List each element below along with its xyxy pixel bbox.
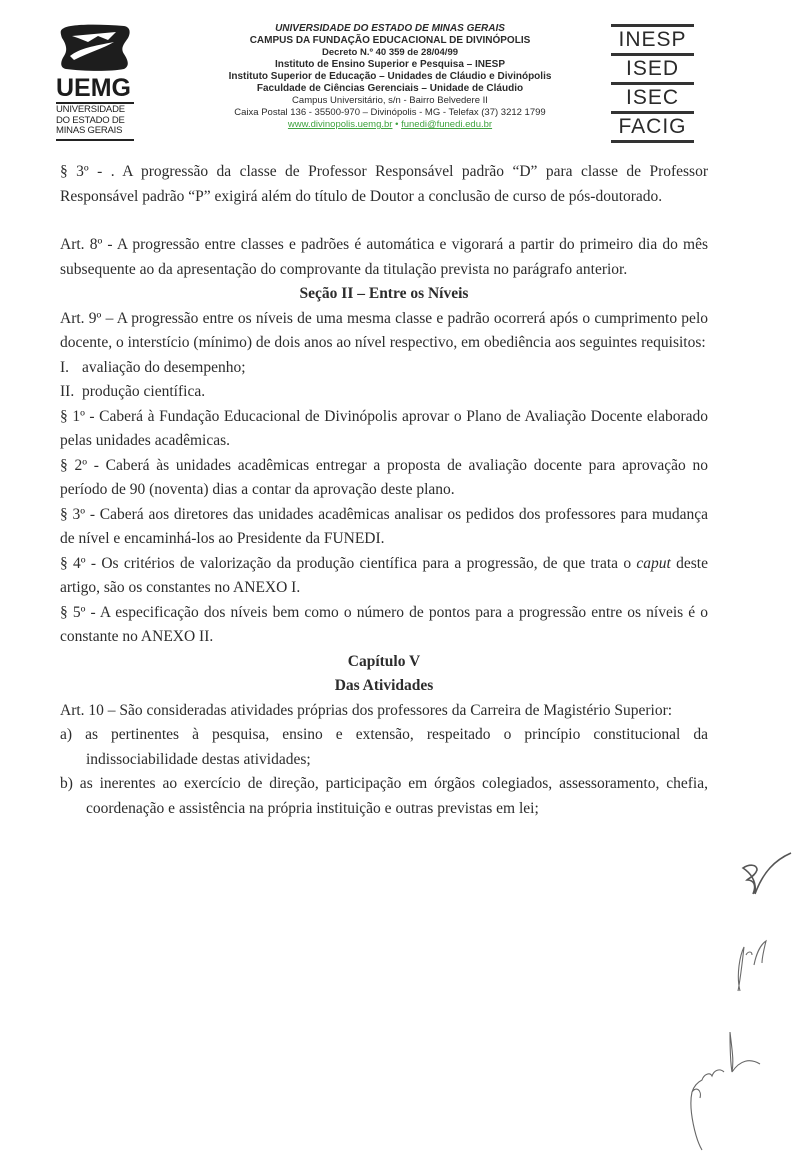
list-item: a) as pertinentes à pesquisa, ensino e extensão, respeitado o princípio constitucional da indissociabilidade destas atividades; — [60, 726, 708, 768]
requirements-list — [60, 356, 708, 405]
ised-line: Instituto Superior de Educação – Unidades de Cláudio e Divinópolis — [228, 71, 552, 82]
institute-abbr: ISEC — [625, 86, 679, 109]
paragraph-art9-p4: § 4º - Os critérios de valorização da produção científica para a progressão, de que trata o caput deste artigo, são os constantes no ANEXO I. — [60, 554, 708, 596]
decree: Decreto N.º 40 359 de 28/04/99 — [321, 47, 459, 58]
paragraph-art7-p3: § 3º - . A progressão da classe de Professor Responsável padrão “D” para classe de Professor Responsável padrão “P” exigirá além do título de Doutor a conclusão de curso de pós-doutorado. — [60, 163, 708, 205]
chapter-heading: Capítulo V — [347, 652, 421, 670]
separator: • — [395, 119, 399, 130]
uemg-acronym: UEMG — [56, 74, 131, 102]
campus-name: CAMPUS DA FUNDAÇÃO EDUCACIONAL DE DIVINÓPOLIS — [249, 35, 531, 46]
article-10: Art. 10 – São consideradas atividades próprias dos professores da Carreira de Magistério Superior: — [60, 701, 673, 719]
paragraph-art9-p1: § 1º - Caberá à Fundação Educacional de Divinópolis aprovar o Plano de Avaliação Docente elaborado pelas unidades acadêmicas. — [60, 407, 708, 449]
article-9: Art. 9º – A progressão entre os níveis de uma mesma classe e padrão ocorrerá após o cumprimento pelo docente, o interstício (mínimo) de dois anos ao nível respectivo, em obediência aos seguintes requisitos: — [60, 309, 708, 351]
paragraph-art9-p5: § 5º - A especificação dos níveis bem como o número de pontos para a progressão entre os níveis é o constante no ANEXO II. — [60, 603, 708, 645]
section-heading: Seção II – Entre os Níveis — [299, 285, 469, 302]
signature-initials — [735, 850, 795, 910]
signature — [690, 1020, 790, 1160]
institute-abbr: INESP — [618, 28, 687, 51]
uemg-name-line: DO ESTADO DE — [56, 114, 125, 126]
uemg-emblem-icon — [58, 22, 132, 72]
chapter-subheading: Das Atividades — [334, 677, 434, 694]
inesp-line: Instituto de Ensino Superior e Pesquisa – INESP — [274, 59, 506, 70]
uemg-name-line: UNIVERSIDADE — [56, 104, 125, 115]
list-item: II. produção científica. — [60, 383, 206, 400]
paragraph-art9-p2: § 2º - Caberá às unidades acadêmicas entregar a proposta de avaliação docente para aprovação no período de 90 (noventa) dias a contar da aprovação deste plano. — [60, 456, 708, 498]
document-body — [60, 160, 708, 821]
divider — [611, 140, 694, 143]
institute-abbr: FACIG — [618, 115, 687, 138]
institutes-logo — [611, 24, 694, 143]
institute-abbr: ISED — [625, 57, 679, 80]
uemg-name-line: MINAS GERAIS — [56, 125, 123, 136]
signature-initials — [732, 935, 782, 1005]
contact-links — [170, 119, 610, 131]
address: Campus Universitário, s/n - Bairro Belvedere II — [292, 95, 488, 106]
letterhead — [170, 23, 610, 131]
divider — [56, 139, 134, 141]
postal-info: Caixa Postal 136 - 35500-970 – Divinópolis - MG - Telefax (37) 3212 1799 — [234, 107, 546, 118]
paragraph-art9-p3: § 3º - Caberá aos diretores das unidades acadêmicas analisar os pedidos dos professores para mudança de nível e encaminhá-los ao Presidente da FUNEDI. — [60, 505, 708, 547]
article-8: Art. 8º - A progressão entre classes e padrões é automática e vigorará a partir do primeiro dia do mês subsequente ao da apresentação do comprovante da titulação prevista no parágrafo anterior. — [60, 236, 708, 278]
list-item: I. avaliação do desempenho; — [60, 358, 246, 376]
website-link[interactable]: www.divinopolis.uemg.br — [287, 119, 393, 130]
list-item: b) as inerentes ao exercício de direção, participação em órgãos colegiados, assessoramento, chefia, coordenação e assistência na própria instituição e outras previstas em lei; — [60, 775, 708, 817]
university-name: UNIVERSIDADE DO ESTADO DE MINAS GERAIS — [275, 23, 505, 34]
email-link[interactable]: funedi@funedi.edu.br — [401, 119, 493, 130]
facig-line: Faculdade de Ciências Gerenciais – Unidade de Cláudio — [256, 83, 524, 94]
uemg-logo — [56, 22, 136, 142]
